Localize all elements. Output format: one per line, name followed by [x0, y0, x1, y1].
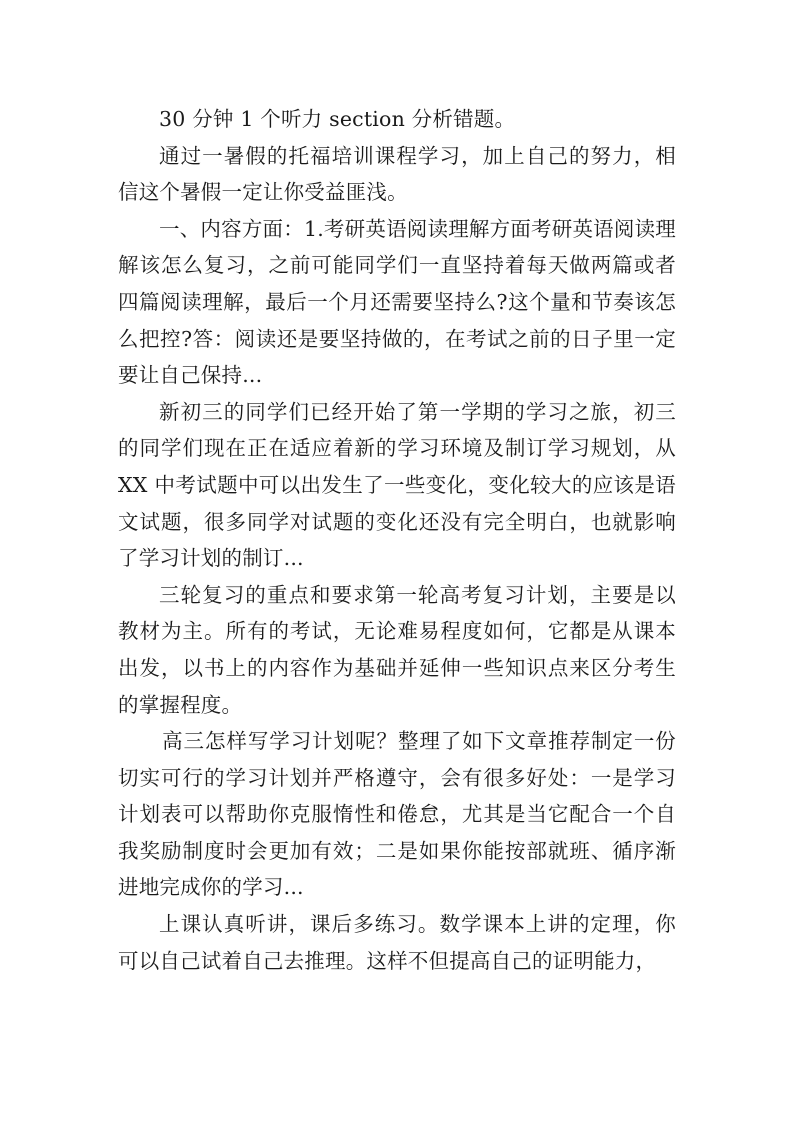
paragraph-grade-nine-plan: 新初三的同学们已经开始了第一学期的学习之旅，初三的同学们现在正在适应着新的学习环境及制订学习规划，从 XX 中考试题中可以出发生了一些变化，变化较大的应该是语文试题，很多同学对试题的变化还没有完全明白，也就影响了学习计划的制订... [118, 399, 676, 571]
paragraph-listening-practice: 30 分钟 1 个听力 section 分析错题。 [159, 107, 516, 131]
paragraph-review-rounds: 三轮复习的重点和要求第一轮高考复习计划，主要是以教材为主。所有的考试，无论难易程度如何，它都是从课本出发，以书上的内容作为基础并延伸一些知识点来区分考生的掌握程度。 [118, 582, 676, 717]
paragraph-math-practice: 上课认真听讲，课后多练习。数学课本上讲的定理，你可以自己试着自己去推理。这样不但提高自己的证明能力， [118, 912, 676, 973]
paragraph-senior-study-plan: 高三怎样写学习计划呢？整理了如下文章推荐制定一份切实可行的学习计划并严格遵守，会有很多好处：一是学习计划表可以帮助你克服惰性和倦怠，尤其是当它配合一个自我奖励制度时会更加有效；二是如果你能按部就班、循序渐进地完成你的学习... [118, 729, 676, 900]
paragraph-kaoyan-reading: 一、内容方面：1.考研英语阅读理解方面考研英语阅读理解该怎么复习，之前可能同学们一直坚持着每天做两篇或者四篇阅读理解，最后一个月还需要坚持么?这个量和节奏该怎么把控?答：阅读还是要坚持做的，在考试之前的日子里一定要让自己保持... [118, 216, 676, 388]
document-body [118, 101, 676, 979]
paragraph-toefl-summer: 通过一暑假的托福培训课程学习，加上自己的努力，相信这个暑假一定让你受益匪浅。 [118, 143, 676, 205]
